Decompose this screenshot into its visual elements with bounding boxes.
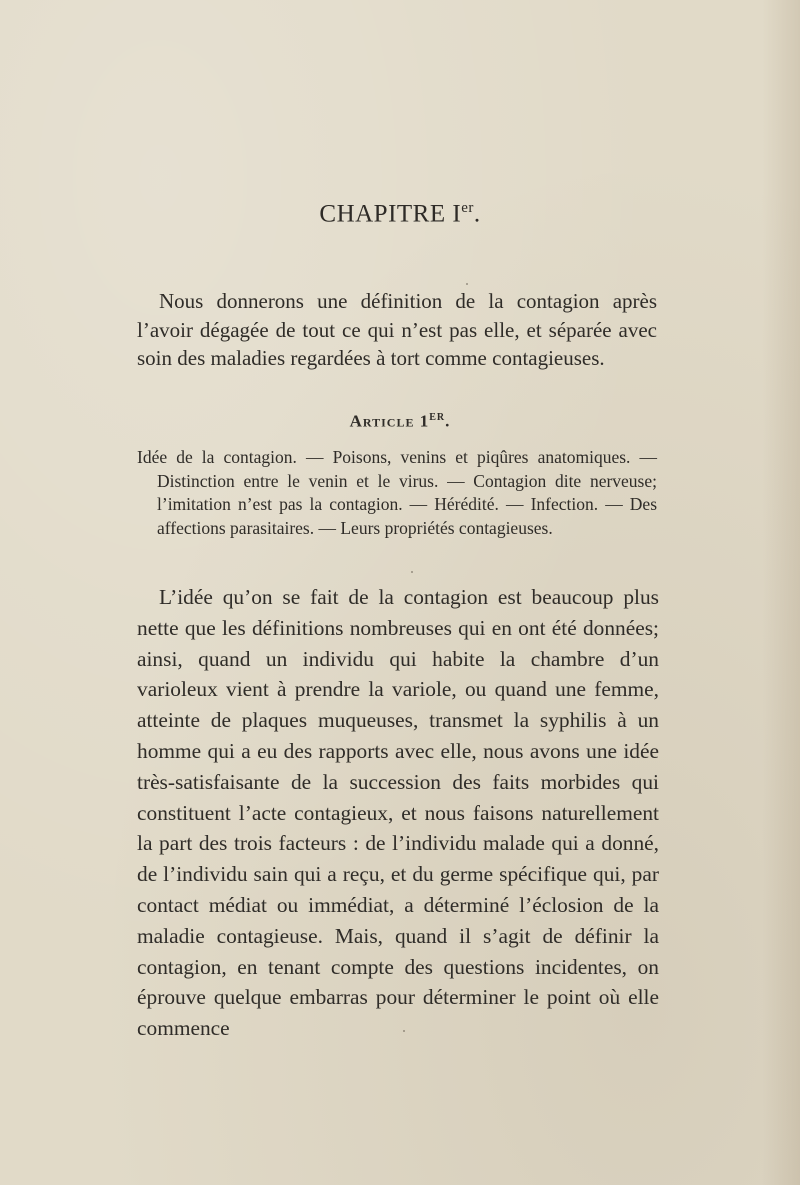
chapter-title-period: . bbox=[473, 200, 481, 228]
article-heading bbox=[0, 408, 800, 432]
article-summary: Idée de la contagion. — Poisons, venins et piqûres anatomiques. — Distinction entre le venin et le virus. — Contagion dite nerveuse; l’imitation n’est pas la contagion. — Hérédité. — Infection. — Des affections parasitaires. — Leurs propriétés contagieuses. bbox=[137, 447, 657, 539]
paper-speck bbox=[403, 1030, 405, 1032]
article-heading-period: . bbox=[445, 411, 451, 431]
article-heading-text: Article 1 bbox=[349, 411, 430, 431]
chapter-title-superscript: er bbox=[461, 200, 474, 216]
intro-paragraph: Nous donnerons une définition de la contagion après l’avoir dégagée de tout ce qui n’est pas elle, et séparée avec soin des maladies regardées à tort comme contagieuses. bbox=[137, 289, 657, 370]
body-paragraph: L’idée qu’on se fait de la contagion est beaucoup plus nette que les définitions nombreuses qui en ont été données; ainsi, quand un individu qui habite la chambre d’un varioleux vient à prendre la variole, ou quand une femme, atteinte de plaques muqueuses, transmet la syphilis à un homme qui a eu des rapports avec elle, nous avons une idée très-satisfaisante de la succession des faits morbides qui constituent l’acte contagieux, et nous faisons naturellement la part des trois facteurs : de l’individu malade qui a donné, de l’individu sain qui a reçu, et du germe spécifique qui, par contact médiat ou immédiat, a déterminé l’éclosion de la maladie contagieuse. Mais, quand il s’agit de définir la contagion, en tenant compte des questions incidentes, on éprouve quelque embarras pour déterminer le point où elle commence bbox=[137, 585, 659, 1041]
paper-speck bbox=[466, 283, 468, 285]
chapter-title-text: CHAPITRE I bbox=[319, 200, 462, 228]
paper-speck bbox=[411, 571, 413, 573]
article-heading-superscript: er bbox=[429, 408, 446, 424]
page-edge-shadow bbox=[762, 0, 800, 1185]
chapter-title bbox=[0, 200, 800, 228]
